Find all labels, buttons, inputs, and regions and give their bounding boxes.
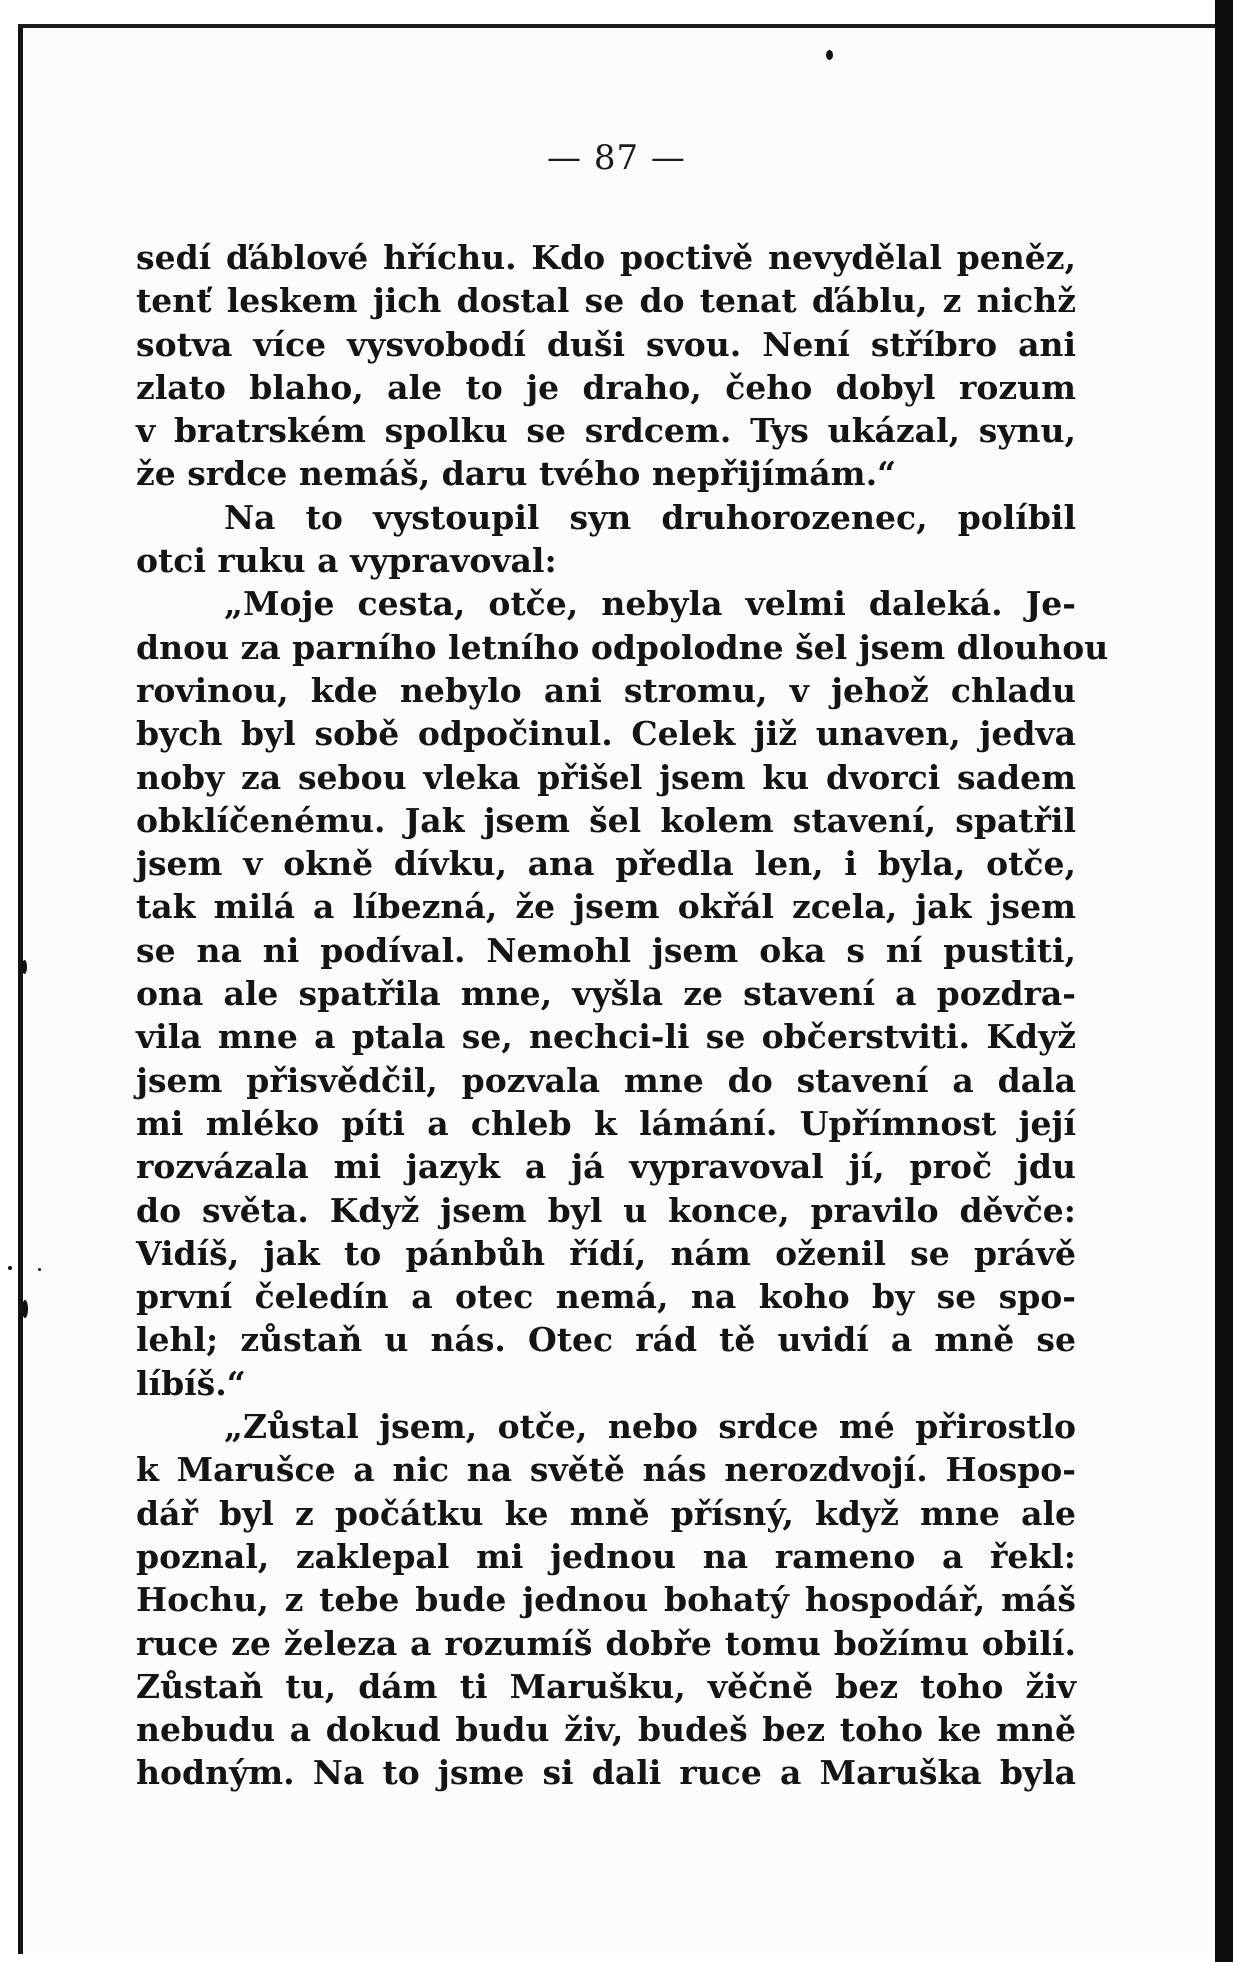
text-line: jsem v okně dívku, ana předla len, i byla, otče, <box>136 844 1076 884</box>
text-line: „Zůstal jsem, otče, nebo srdce mé přirostlo <box>224 1407 1076 1447</box>
text-line: vila mne a ptala se, nechci-li se občerstviti. Když <box>136 1017 1076 1057</box>
text-line: bych byl sobě odpočinul. Celek již unaven, jedva <box>136 714 1076 754</box>
text-line: první čeledín a otec nemá, na koho by se spo- <box>136 1277 1076 1317</box>
text-line: že srdce nemáš, daru tvého nepřijímám.“ <box>136 454 897 494</box>
text-line: nebudu a dokud budu živ, budeš bez toho ke mně <box>136 1710 1076 1750</box>
text-line: Na to vystoupil syn druhorozenec, políbil <box>224 497 1076 537</box>
body-text <box>136 236 1109 1795</box>
text-line: „Moje cesta, otče, nebyla velmi daleká. Je- <box>224 584 1076 624</box>
scan-speck <box>826 50 833 60</box>
text-line: poznal, zaklepal mi jednou na rameno a řekl: <box>136 1536 1076 1576</box>
text-line: otci ruku a vypravoval: <box>136 541 557 581</box>
text-line: tak milá a líbezná, že jsem okřál zcela, jak jsem <box>136 887 1076 927</box>
text-line: dnou za parního letního odpolodne šel jsem dlouhou <box>136 627 1109 667</box>
text-line: se na ni podíval. Nemohl jsem oka s ní pustiti, <box>136 930 1076 970</box>
text-line: hodným. Na to jsme si dali ruce a Maruška byla <box>136 1753 1076 1793</box>
text-line: sedí ďáblové hříchu. Kdo poctivě nevydělal peněz, <box>136 238 1076 277</box>
page-number: — 87 — <box>547 138 686 178</box>
text-line: rozvázala mi jazyk a já vypravoval jí, proč jdu <box>136 1147 1076 1187</box>
scan-speck <box>8 1266 12 1270</box>
text-line: mi mléko píti a chleb k lámání. Upřímnost její <box>136 1103 1076 1143</box>
text-line: do světa. Když jsem byl u konce, pravilo děvče: <box>136 1190 1076 1230</box>
text-line: noby za sebou vleka přišel jsem ku dvorci sadem <box>136 757 1076 797</box>
text-line: v bratrském spolku se srdcem. Tys ukázal, synu, <box>136 411 1076 451</box>
text-line: Zůstaň tu, dám ti Marušku, věčně bez toho živ <box>136 1666 1076 1706</box>
text-line: ruce ze železa a rozumíš dobře tomu božímu obilí. <box>136 1623 1076 1663</box>
text-line: rovinou, kde nebylo ani stromu, v jehož chladu <box>136 670 1076 710</box>
text-line: k Marušce a nic na světě nás nerozdvojí. Hospo- <box>136 1450 1076 1490</box>
text-line: lehl; zůstaň u nás. Otec rád tě uvidí a mně se <box>136 1320 1076 1360</box>
text-line: Hochu, z tebe bude jednou bohatý hospodář, máš <box>136 1580 1076 1620</box>
scan-speck <box>38 1268 41 1271</box>
scan-edge-bar <box>1215 0 1233 1962</box>
text-line: tenť leskem jich dostal se do tenat ďáblu, z nichž <box>136 281 1076 321</box>
scan-speck <box>22 1300 28 1318</box>
scan-speck <box>22 960 27 974</box>
text-line: sotva více vysvobodí duši svou. Není stříbro ani <box>136 324 1076 364</box>
text-line: Vidíš, jak to pánbůh řídí, nám oženil se právě <box>136 1233 1076 1273</box>
text-line: líbíš.“ <box>136 1363 246 1403</box>
text-line: dář byl z počátku ke mně přísný, když mne ale <box>136 1493 1076 1533</box>
text-line: ona ale spatřila mne, vyšla ze stavení a pozdra- <box>136 974 1076 1014</box>
text-line: obklíčenému. Jak jsem šel kolem stavení, spatřil <box>136 800 1076 840</box>
text-line: zlato blaho, ale to je draho, čeho dobyl rozum <box>136 367 1076 407</box>
text-line: jsem přisvědčil, pozvala mne do stavení a dala <box>136 1060 1076 1100</box>
